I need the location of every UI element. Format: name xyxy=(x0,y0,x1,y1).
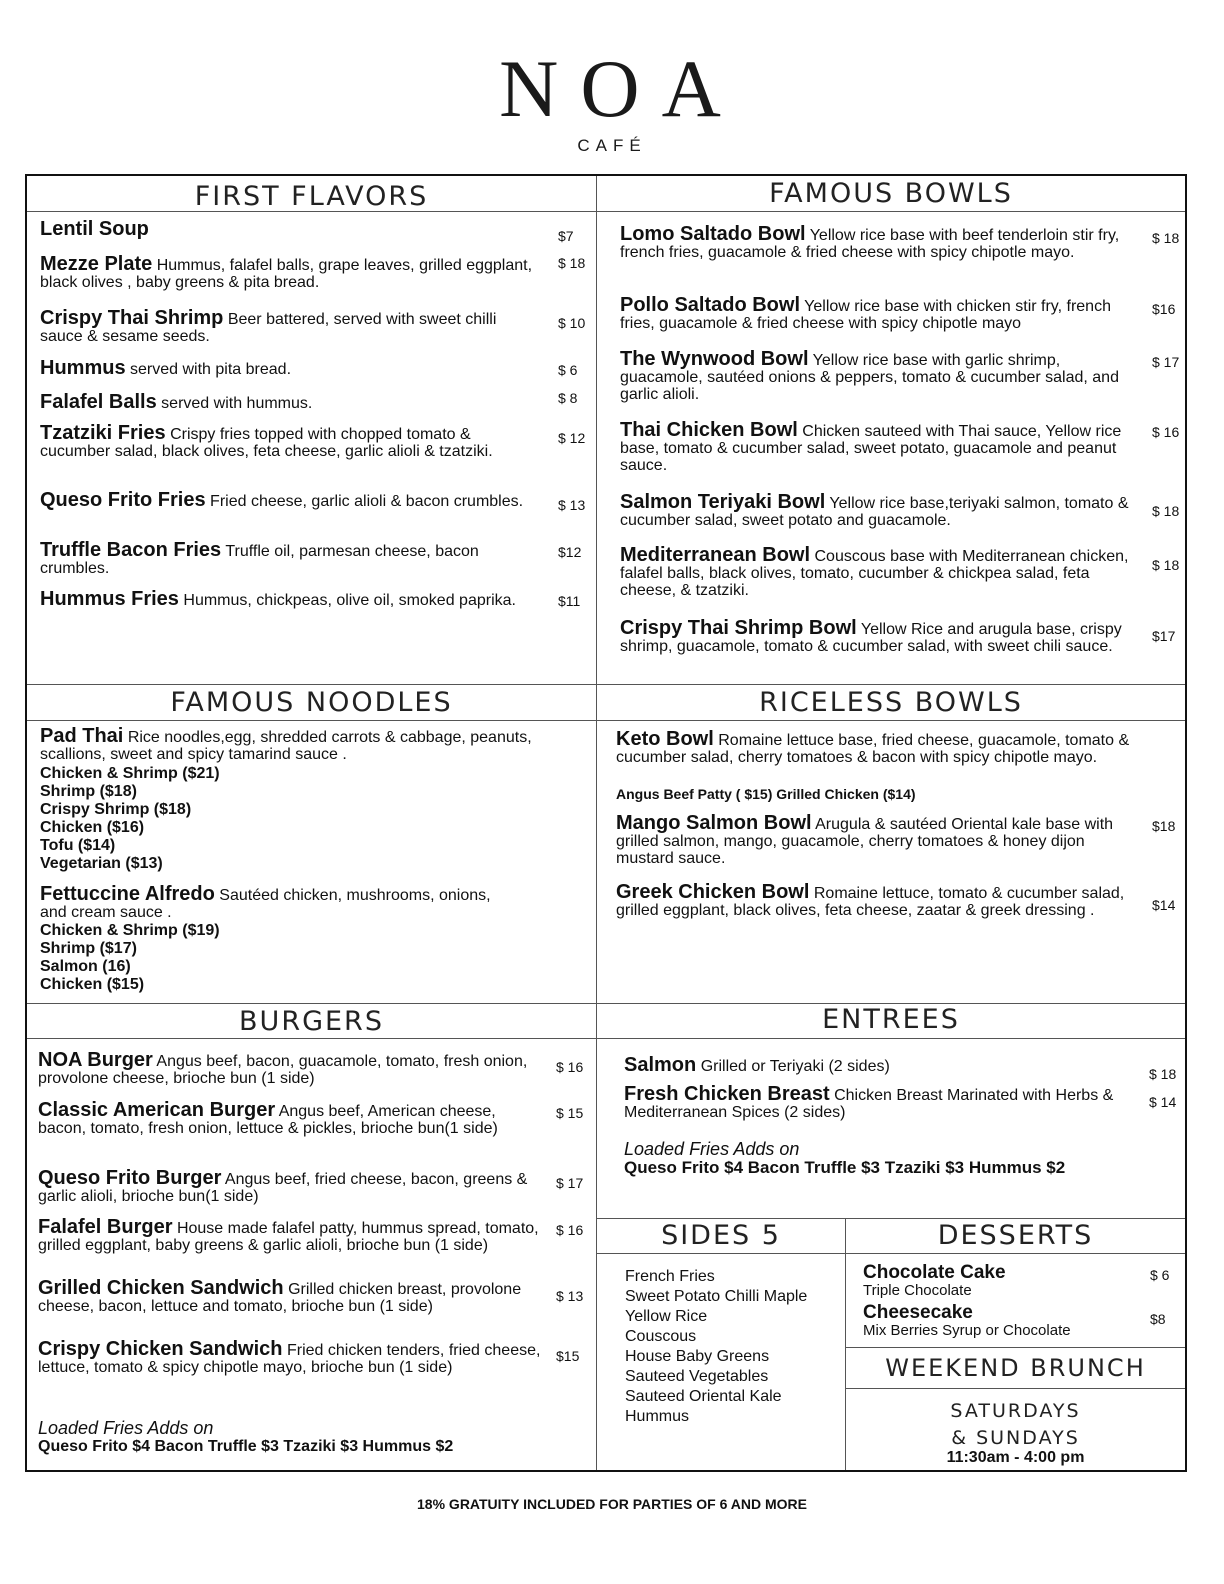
item-price: $ 17 xyxy=(556,1175,584,1191)
menu-item: Crispy Thai Shrimp Beer battered, served with sweet chilli sauce & sesame seeds. xyxy=(40,307,497,345)
brunch-hours: 11:30am - 4:00 pm xyxy=(946,1449,1085,1466)
menu-item: Classic American Burger Angus beef, American cheese, bacon, tomato, fresh onion, lettuce & pickles, brioche bun(1 side) xyxy=(38,1099,498,1137)
option: Shrimp ($18) xyxy=(40,783,137,800)
option: Tofu ($14) xyxy=(40,837,116,854)
menu-item: Mango Salmon Bowl Arugula & sautéed Oriental kale base with grilled salmon, mango, guacamole, cherry tomatoes & honey dijon mustard sauce. xyxy=(616,812,1114,867)
side-item: Couscous xyxy=(625,1328,697,1345)
item-price: $ 17 xyxy=(1152,354,1180,370)
section-rule xyxy=(846,1347,1185,1348)
dessert-item: Cheesecake Mix Berries Syrup or Chocolate xyxy=(863,1302,1071,1339)
option: Crispy Shrimp ($18) xyxy=(40,801,192,818)
burgers-title: BURGERS xyxy=(239,1006,384,1037)
item-price: $ 18 xyxy=(1152,230,1180,246)
menu-item: Salmon Teriyaki Bowl Yellow rice base,teriyaki salmon, tomato & cucumber salad, sweet potato and guacamole. xyxy=(620,491,1129,529)
section-rule xyxy=(27,720,1185,721)
item-price: $ 18 xyxy=(1152,503,1180,519)
option-list xyxy=(40,922,220,994)
option: Vegetarian ($13) xyxy=(40,855,163,872)
sides-list xyxy=(625,1267,840,1427)
menu-item: Lentil Soup xyxy=(40,218,149,240)
item-price: $ 13 xyxy=(558,497,586,513)
item-price: $14 xyxy=(1152,897,1176,913)
menu-item: Mediterranean Bowl Couscous base with Mediterranean chicken, falafel balls, black olives, tomato, cucumber & chickpea salad, feta cheese, & tzatziki. xyxy=(620,544,1129,599)
weekend-brunch-title: WEEKEND BRUNCH xyxy=(885,1354,1146,1382)
menu-item: Falafel Balls served with hummus. xyxy=(40,391,313,413)
menu-item: Queso Frito Burger Angus beef, fried cheese, bacon, greens & garlic alioli, brioche bun(1 side) xyxy=(38,1167,528,1205)
item-price: $ 13 xyxy=(556,1288,584,1304)
section-rule xyxy=(597,1218,1185,1219)
menu-item: Fettuccine Alfredo Sautéed chicken, mushrooms, onions, and cream sauce . xyxy=(40,883,491,921)
addons-list: Queso Frito $4 Bacon Truffle $3 Tzaziki $3 Hummus $2 xyxy=(38,1438,454,1455)
item-price: $16 xyxy=(1152,301,1176,317)
menu-item: Keto Bowl Romaine lettuce base, fried cheese, guacamole, tomato & cucumber salad, cherry tomatoes & bacon with spicy chipotle mayo. xyxy=(616,728,1130,766)
menu-item: Hummus served with pita bread. xyxy=(40,357,292,379)
menu-item: Crispy Thai Shrimp Bowl Yellow Rice and arugula base, crispy shrimp, guacamole, tomato & cucumber salad, with sweet chili sauce. xyxy=(620,617,1122,655)
menu-item: Fresh Chicken Breast Chicken Breast Marinated with Herbs & Mediterranean Spices (2 sides) xyxy=(624,1083,1114,1121)
gratuity-note: 18% GRATUITY INCLUDED FOR PARTIES OF 6 AND MORE xyxy=(417,1496,807,1512)
item-price: $ 12 xyxy=(558,430,586,446)
menu-item: Truffle Bacon Fries Truffle oil, parmesan cheese, bacon crumbles. xyxy=(40,539,479,577)
option: Chicken ($16) xyxy=(40,819,145,836)
brunch-days: SATURDAYS & SUNDAYS xyxy=(950,1400,1081,1449)
menu-item: Pad Thai Rice noodles,egg, shredded carrots & cabbage, peanuts, scallions, sweet and spicy tamarind sauce . xyxy=(40,725,532,763)
menu-item: Pollo Saltado Bowl Yellow rice base with chicken stir fry, french fries, guacamole & fried cheese with spicy chipotle mayo xyxy=(620,294,1111,332)
logo-subtitle: CAFÉ xyxy=(577,136,647,155)
desserts-title: DESSERTS xyxy=(937,1220,1094,1251)
menu-item: Thai Chicken Bowl Chicken sauteed with Thai sauce, Yellow rice base, tomato & cucumber salad, sweet potato, guacamole and peanut sauce. xyxy=(620,419,1122,474)
riceless-bowls-title: RICELESS BOWLS xyxy=(759,687,1023,718)
center-divider xyxy=(596,176,597,1470)
item-price: $11 xyxy=(558,593,581,609)
menu-item: NOA Burger Angus beef, bacon, guacamole, tomato, fresh onion, provolone cheese, brioche bun (1 side) xyxy=(38,1049,528,1087)
side-item: Hummus xyxy=(625,1408,690,1425)
option: Chicken & Shrimp ($19) xyxy=(40,922,220,939)
addons-list: Queso Frito $4 Bacon Truffle $3 Tzaziki $3 Hummus $2 xyxy=(624,1158,1066,1177)
item-price: $7 xyxy=(558,228,574,244)
item-price: $ 14 xyxy=(1149,1094,1177,1110)
side-item: Sweet Potato Chilli Maple xyxy=(625,1288,808,1305)
side-item: Sauteed Vegetables xyxy=(625,1368,769,1385)
menu-item: Hummus Fries Hummus, chickpeas, olive oil, smoked paprika. xyxy=(40,588,516,610)
menu-item: Mezze Plate Hummus, falafel balls, grape leaves, grilled eggplant, black olives , baby greens & pita bread. xyxy=(40,253,533,291)
item-price: $ 10 xyxy=(558,315,586,331)
option: Chicken ($15) xyxy=(40,976,145,993)
item-price: $12 xyxy=(558,544,582,560)
side-item: Yellow Rice xyxy=(625,1308,708,1325)
menu-item: Lomo Saltado Bowl Yellow rice base with beef tenderloin stir fry, french fries, guacamole & fried cheese with spicy chipotle mayo. xyxy=(620,223,1120,261)
menu-item: Falafel Burger House made falafel patty, hummus spread, tomato, grilled eggplant, baby greens & garlic alioli, brioche bun (1 side) xyxy=(38,1216,539,1254)
menu-item: Tzatziki Fries Crispy fries topped with chopped tomato & cucumber salad, black olives, feta cheese, garlic alioli & tzatziki. xyxy=(40,422,493,460)
menu-item: The Wynwood Bowl Yellow rice base with garlic shrimp, guacamole, sautéed onions & peppers, tomato & cucumber salad, and garlic alioli. xyxy=(620,348,1119,403)
sides-title: SIDES 5 xyxy=(661,1220,781,1251)
item-price: $ 18 xyxy=(1149,1066,1177,1082)
section-rule xyxy=(27,1003,1185,1004)
menu-item: Grilled Chicken Sandwich Grilled chicken breast, provolone cheese, bacon, lettuce and tomato, brioche bun (1 side) xyxy=(38,1277,522,1315)
item-price: $ 18 xyxy=(558,255,586,271)
first-flavors-title: FIRST FLAVORS xyxy=(194,181,429,212)
famous-bowls-title: FAMOUS BOWLS xyxy=(769,178,1013,209)
side-item: House Baby Greens xyxy=(625,1348,770,1365)
menu-item: Crispy Chicken Sandwich Fried chicken tenders, fried cheese, lettuce, tomato & spicy chipotle mayo, brioche bun (1 side) xyxy=(38,1338,541,1376)
section-rule xyxy=(27,684,1185,685)
dessert-item: Chocolate Cake Triple Chocolate xyxy=(863,1262,1006,1299)
option: Shrimp ($17) xyxy=(40,940,137,957)
item-price: $8 xyxy=(1150,1311,1166,1327)
item-price: $18 xyxy=(1152,818,1176,834)
famous-noodles-title: FAMOUS NOODLES xyxy=(170,687,453,718)
section-rule xyxy=(597,1253,1185,1254)
item-price: $ 6 xyxy=(1150,1267,1170,1283)
item-price: $ 16 xyxy=(556,1222,584,1238)
menu-item: Greek Chicken Bowl Romaine lettuce, tomato & cucumber salad, grilled eggplant, black olives, feta cheese, zaatar & greek dressing . xyxy=(616,881,1125,919)
item-price: $ 18 xyxy=(1152,557,1180,573)
section-rule xyxy=(27,1038,1185,1039)
side-item: French Fries xyxy=(625,1268,715,1285)
option: Salmon (16) xyxy=(40,958,131,975)
item-price: $ 6 xyxy=(558,362,578,378)
option: Angus Beef Patty ( $15) Grilled Chicken ($14) xyxy=(616,786,916,802)
side-item: Sauteed Oriental Kale xyxy=(625,1388,782,1405)
item-price: $ 15 xyxy=(556,1105,584,1121)
menu-item: Salmon Grilled or Teriyaki (2 sides) xyxy=(624,1054,890,1076)
logo-wordmark: NOA xyxy=(499,43,743,134)
item-price: $ 16 xyxy=(1152,424,1180,440)
item-price: $ 8 xyxy=(558,390,578,406)
entrees-title: ENTREES xyxy=(822,1004,960,1035)
section-rule xyxy=(846,1388,1185,1389)
item-price: $ 16 xyxy=(556,1059,584,1075)
menu-item: Queso Frito Fries Fried cheese, garlic alioli & bacon crumbles. xyxy=(40,489,524,511)
item-price: $17 xyxy=(1152,628,1176,644)
addons-label: Loaded Fries Adds on xyxy=(38,1418,214,1438)
item-price: $15 xyxy=(556,1348,580,1364)
addons-label: Loaded Fries Adds on xyxy=(624,1139,800,1159)
option-list xyxy=(40,765,220,873)
option: Chicken & Shrimp ($21) xyxy=(40,765,220,782)
